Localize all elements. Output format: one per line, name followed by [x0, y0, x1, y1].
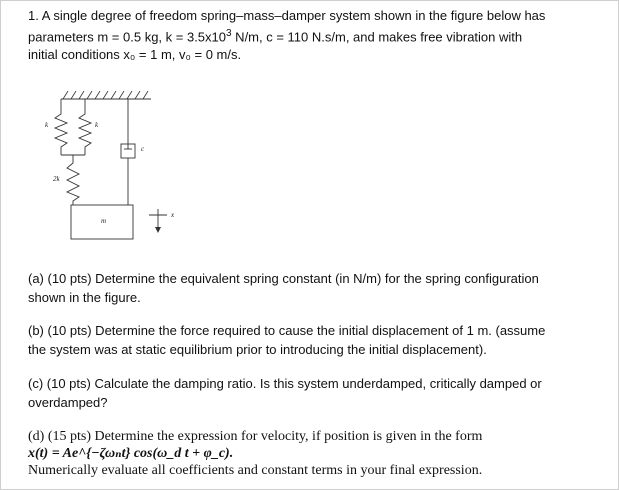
intro-text-2-pre: parameters m = 0.5 kg, k = 3.5x10 — [28, 29, 226, 45]
position-formula: x(t) = Ae^{−ζωₙt} cos(ω_d t + φ_c). — [28, 446, 234, 461]
part-c — [28, 374, 598, 412]
part-a-line-1: (a) (10 pts) Determine the equivalent spring constant (in N/m) for the spring configuration — [28, 271, 539, 286]
intro-line-2 — [28, 25, 588, 46]
label-c: c — [141, 145, 145, 153]
label-x: x — [171, 211, 175, 219]
ground-hatch — [63, 91, 148, 99]
part-d-line-1: (d) (15 pts) Determine the expression for velocity, if position is given in the form — [28, 429, 483, 444]
question-intro — [28, 7, 588, 64]
intro-line-1 — [28, 7, 588, 25]
part-c-line-1: (c) (10 pts) Calculate the damping ratio. Is this system underdamped, critically damped or — [28, 376, 542, 391]
intro-line-3: initial conditions x₀ = 1 m, v₀ = 0 m/s. — [28, 47, 242, 63]
part-a-line-2: shown in the figure. — [28, 290, 141, 305]
part-c-line-2: overdamped? — [28, 395, 108, 410]
label-2k: 2k — [53, 175, 60, 183]
part-b — [28, 321, 598, 359]
question-number: 1. — [28, 8, 39, 23]
part-d-line-3: Numerically evaluate all coefficients and constant terms in your final expression. — [28, 463, 483, 478]
label-k-right: k — [95, 121, 99, 129]
x-arrow-head — [155, 227, 161, 233]
label-k-left: k — [45, 121, 49, 129]
spring-k-right — [79, 99, 91, 155]
intro-text-1: A single degree of freedom spring–mass–damper system shown in the figure below has — [41, 8, 546, 23]
intro-text-2-post: N/m, c = 110 N.s/m, and makes free vibration with — [231, 29, 523, 45]
part-d — [28, 428, 598, 479]
part-b-line-1: (b) (10 pts) Determine the force required to cause the initial displacement of 1 m. (assume — [28, 323, 546, 338]
spring-mass-damper-figure — [31, 89, 211, 259]
part-b-line-2: the system was at static equilibrium prior to introducing the initial displacement). — [28, 342, 487, 357]
spring-2k — [67, 155, 79, 205]
label-m: m — [101, 217, 107, 225]
exponent: 3 — [226, 28, 232, 39]
part-a — [28, 269, 598, 307]
spring-k-left — [55, 99, 67, 155]
